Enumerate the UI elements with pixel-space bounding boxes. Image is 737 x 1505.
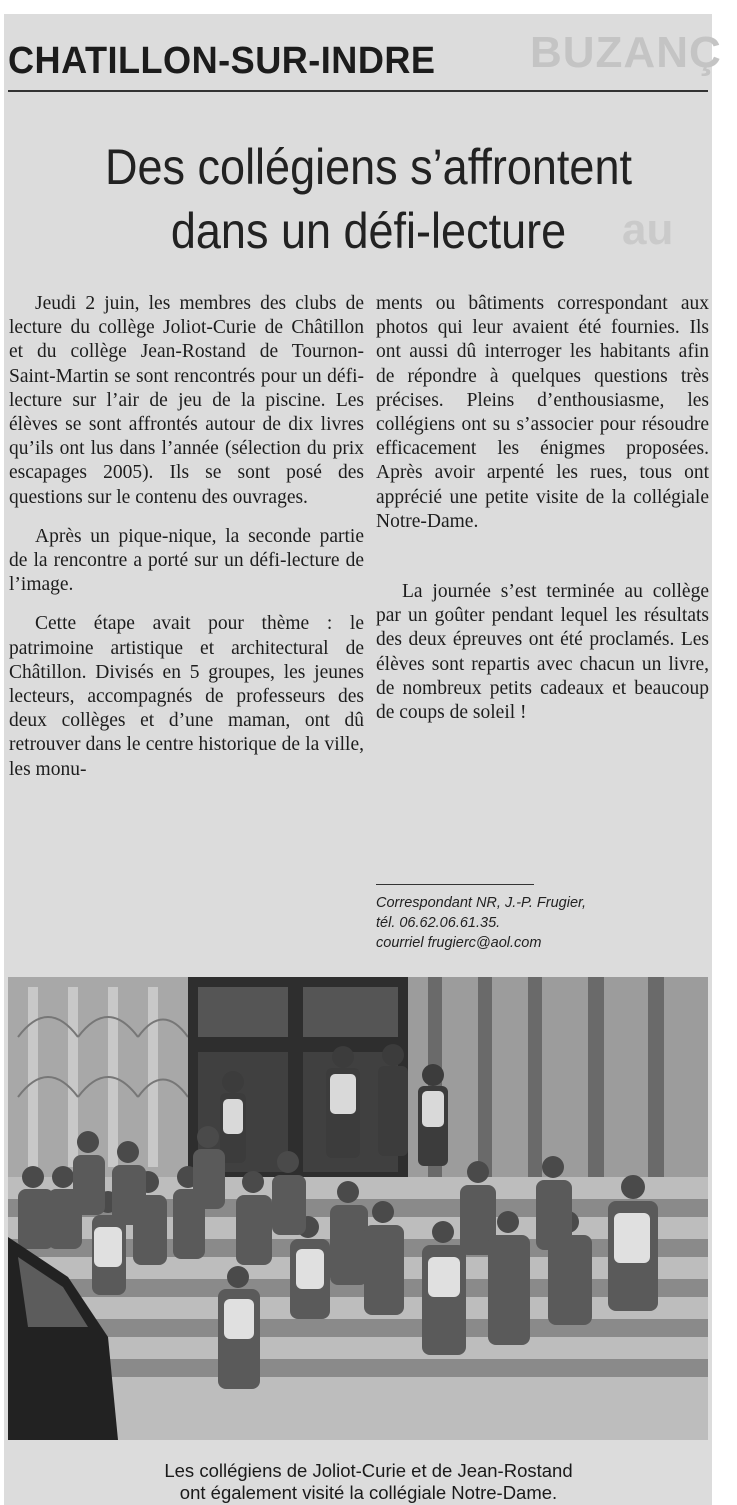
paragraph-4: ments ou bâtiments correspondant aux photos qui leur avaient été fournies. Ils ont aussi dû interroger les habitants afin de répondre à quelques questions très précises. Pleins d’enthousiasme, les collégiens ont su s’associer pour résoudre efficacement les énigmes proposées. Après avoir arpenté les rues, tous ont apprécié une petite visite de la collégiale Notre-Dame. — [376, 293, 709, 532]
headline — [37, 135, 700, 263]
bleed-through-text: BUZANÇ — [530, 28, 722, 77]
section-title: CHATILLON-SUR-INDRE — [8, 40, 436, 82]
caption-line-1: Les collégiens de Joliot-Curie et de Jean-Rostand — [164, 1460, 573, 1481]
signature-line-1: Correspondant NR, J.-P. Frugier, — [376, 895, 587, 911]
section-rule — [8, 90, 708, 92]
paragraph-5: La journée s’est terminée au collège par un goûter pendant lequel les résultats des deux épreuves ont été proclamés. Les élèves sont repartis avec chacun un livre, de nombreux petits cadeaux et beaucoup de coups de soleil ! — [376, 581, 709, 724]
photo-caption — [0, 1460, 737, 1504]
headline-line-1: Des collégiens s’affrontent — [105, 139, 632, 195]
paragraph-2: Après un pique-nique, la seconde partie de la rencontre a porté sur un défi-lecture de l’image. — [9, 525, 364, 596]
signature-line-2: tél. 06.62.06.61.35. — [376, 915, 501, 931]
group-photo — [8, 977, 708, 1440]
correspondent-signature — [376, 893, 586, 953]
signature-rule — [376, 884, 534, 885]
bleed-through-text-2: au — [622, 205, 674, 254]
article-column-2 — [376, 292, 709, 740]
headline-line-2: dans un défi-lecture — [170, 203, 567, 259]
paragraph-3: Cette étape avait pour thème : le patrimoine artistique et architectural de Châtillon. Divisés en 5 groupes, les jeunes lecteurs, accompagnés de professeurs des deux collèges et d’une maman, ont dû retrouver dans le centre historique de la ville, les monu- — [9, 613, 364, 780]
students-on-steps-illustration — [8, 977, 708, 1440]
caption-line-2: ont également visité la collégiale Notre-Dame. — [179, 1482, 558, 1503]
signature-line-3: courriel frugierc@aol.com — [376, 935, 542, 951]
article-column-1 — [9, 292, 364, 797]
paragraph-1: Jeudi 2 juin, les membres des clubs de lecture du collège Joliot-Curie de Châtillon et du collège Jean-Rostand de Tournon-Saint-Martin se sont rencontrés pour un défi-lecture sur l’air de jeu de la piscine. Les élèves se sont affrontés autour de dix livres qu’ils ont lus dans l’année (sélection du prix escapages 2005). Ils se sont posé des questions sur le contenu des ouvrages. — [9, 293, 364, 508]
